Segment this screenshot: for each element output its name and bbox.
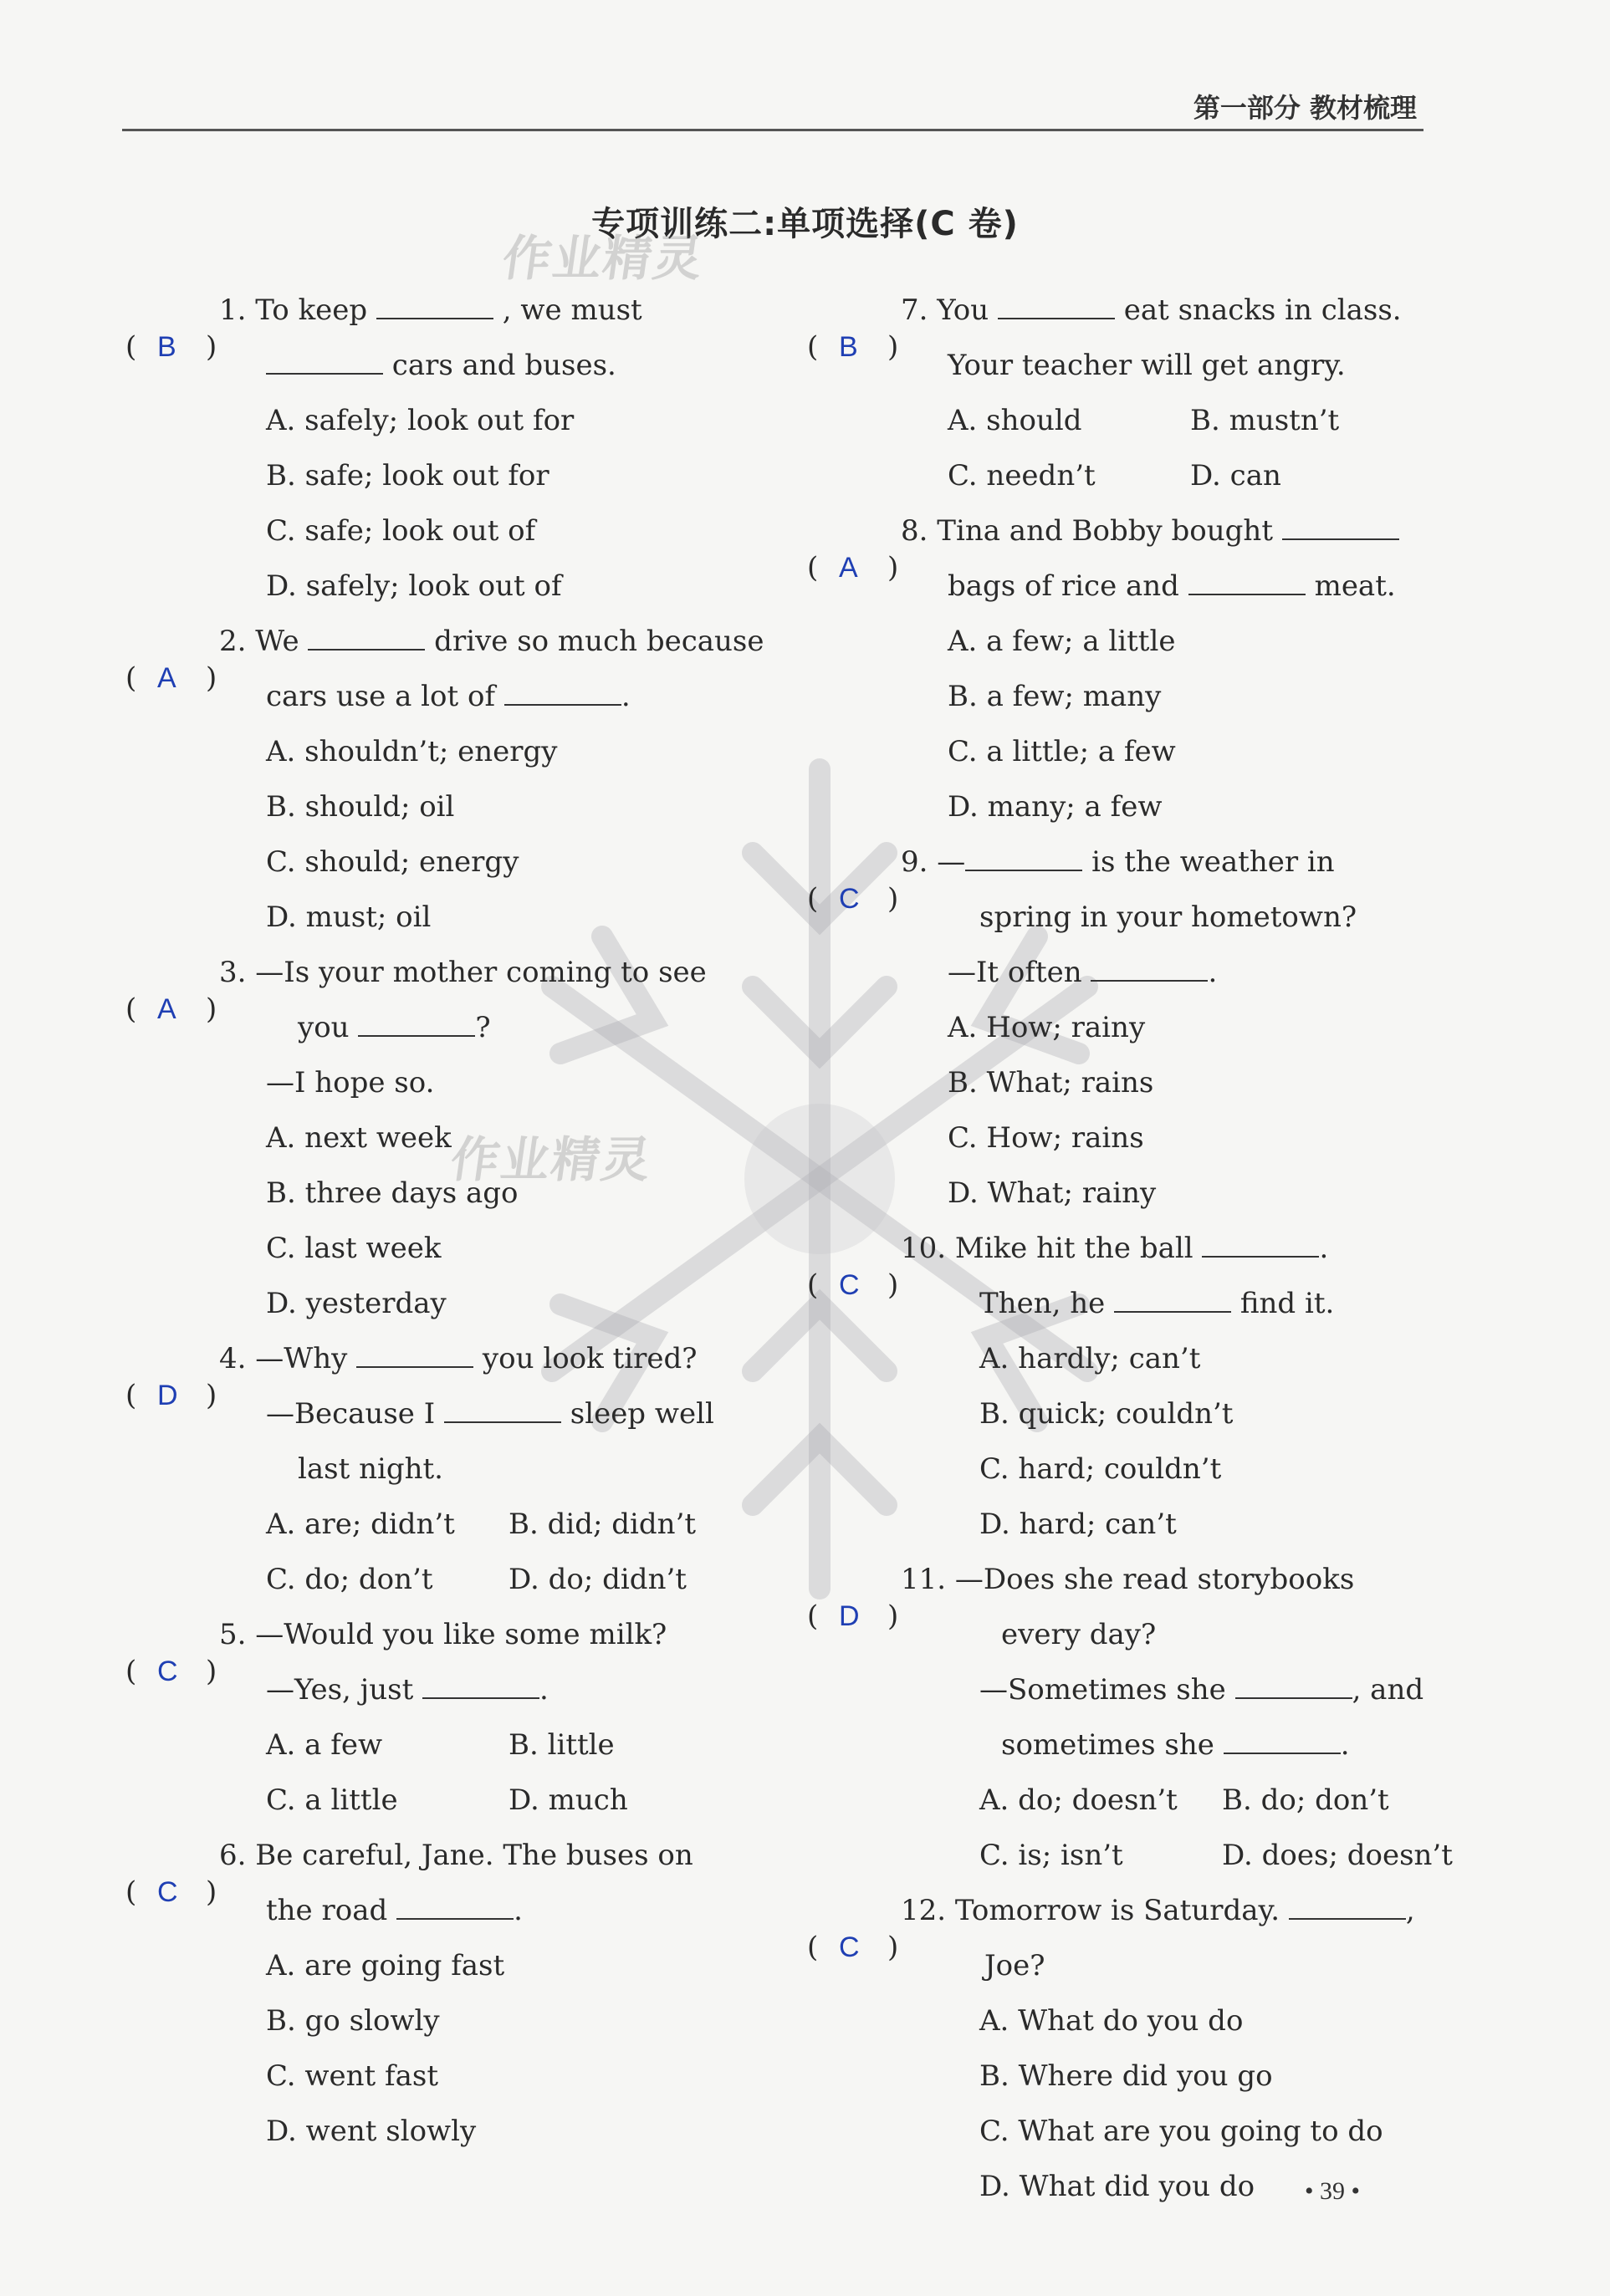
- option: B. should; oil: [266, 790, 455, 824]
- option: A. safely; look out for: [266, 404, 575, 437]
- option: A. a few; a little: [948, 625, 1176, 658]
- option: A. a few: [266, 1728, 383, 1762]
- option: B. three days ago: [266, 1176, 519, 1210]
- question-3: ( A ) 3. —Is your mother coming to see you ? —I hope so. A. next week B. three days ago C. last week D. yesterday: [125, 945, 811, 1331]
- option: B. go slowly: [266, 2004, 440, 2038]
- blank: [998, 317, 1115, 319]
- option: D. went slowly: [266, 2115, 477, 2148]
- blank: [444, 1421, 561, 1423]
- blank: [1289, 1917, 1406, 1920]
- option: A. are; didn’t: [266, 1508, 455, 1541]
- blank: [422, 1696, 539, 1699]
- left-column: [125, 283, 811, 2159]
- option: C. should; energy: [266, 845, 519, 879]
- option: C. safe; look out of: [266, 514, 536, 548]
- option: D. does; doesn’t: [1222, 1839, 1453, 1872]
- option: D. yesterday: [266, 1287, 447, 1320]
- option: D. many; a few: [948, 790, 1163, 824]
- option: B. do; don’t: [1222, 1783, 1389, 1817]
- question-4: ( D ) 4. —Why you look tired? —Because I sleep well last night. A. are; didn’t B. did; didn’t C. do; don’t D. do; didn’t: [125, 1331, 811, 1607]
- option: A. should: [948, 404, 1082, 437]
- option: C. is; isn’t: [979, 1839, 1123, 1872]
- blank: [356, 1365, 473, 1368]
- blank: [1091, 979, 1208, 982]
- option: B. did; didn’t: [509, 1508, 697, 1541]
- option: B. mustn’t: [1190, 404, 1340, 437]
- option: D. What did you do: [979, 2170, 1255, 2203]
- question-6: ( C ) 6. Be careful, Jane. The buses on the road . A. are going fast B. go slowly C. went fast D. went slowly: [125, 1828, 811, 2159]
- page-number: • 39 •: [1305, 2177, 1361, 2205]
- option: A. next week: [266, 1121, 452, 1155]
- blank: [965, 869, 1082, 871]
- option: D. safely; look out of: [266, 569, 562, 603]
- option: D. What; rainy: [948, 1176, 1157, 1210]
- option: C. last week: [266, 1232, 442, 1265]
- option: B. Where did you go: [979, 2059, 1273, 2093]
- section-label: 第一部分 教材梳理: [1193, 92, 1417, 124]
- option: A. How; rainy: [948, 1011, 1146, 1044]
- right-column: [807, 283, 1493, 2214]
- blank: [1282, 538, 1399, 540]
- option: B. little: [509, 1728, 615, 1762]
- option: A. shouldn’t; energy: [266, 735, 558, 768]
- question-5: ( C ) 5. —Would you like some milk? —Yes, just . A. a few B. little C. a little D. much: [125, 1607, 811, 1828]
- option: C. hard; couldn’t: [979, 1452, 1222, 1486]
- option: B. What; rains: [948, 1066, 1154, 1100]
- option: C. How; rains: [948, 1121, 1144, 1155]
- option: D. must; oil: [266, 901, 432, 934]
- page-header: [122, 84, 1423, 130]
- option: D. much: [509, 1783, 628, 1817]
- option: B. quick; couldn’t: [979, 1397, 1234, 1431]
- question-8: ( A ) 8. Tina and Bobby bought bags of rice and meat. A. a few; a little B. a few; many C. a little; a few D. many; a few: [807, 503, 1493, 834]
- question-11: ( D ) 11. —Does she read storybooks every day? —Sometimes she , and sometimes she . A. do; doesn’t B. do; don’t C. is; isn’t D. does; doesn’t: [807, 1552, 1493, 1883]
- watermark-text: 作业精灵: [498, 230, 708, 287]
- option: A. do; doesn’t: [979, 1783, 1178, 1817]
- blank: [1188, 593, 1306, 595]
- question-2: ( A ) 2. We drive so much because cars use a lot of . A. shouldn’t; energy B. should; oil C. should; energy D. must; oil: [125, 614, 811, 945]
- option: D. hard; can’t: [979, 1508, 1177, 1541]
- blank: [308, 648, 425, 651]
- option: B. a few; many: [948, 680, 1162, 713]
- question-10: ( C ) 10. Mike hit the ball . Then, he find it. A. hardly; can’t B. quick; couldn’t C. hard; couldn’t D. hard; can’t: [807, 1221, 1493, 1552]
- blank: [1202, 1255, 1319, 1258]
- watermark-text: 作业精灵: [447, 1131, 657, 1188]
- option: C. a little: [266, 1783, 398, 1817]
- blank: [376, 317, 493, 319]
- option: D. do; didn’t: [509, 1563, 687, 1596]
- question-7: ( B ) 7. You eat snacks in class. Your teacher will get angry. A. should B. mustn’t C. needn’t D. can: [807, 283, 1493, 503]
- option: C. do; don’t: [266, 1563, 433, 1596]
- question-1: ( B ) 1. To keep , we must cars and buses. A. safely; look out for B. safe; look out for C. safe; look out of D. safely; look out of: [125, 283, 811, 614]
- option: C. What are you going to do: [979, 2115, 1383, 2148]
- blank: [1114, 1310, 1231, 1313]
- header-rule: [122, 129, 1423, 131]
- worksheet-title: 专项训练二:单项选择(C 卷): [591, 205, 1019, 243]
- question-12: ( C ) 12. Tomorrow is Saturday. , Joe? A. What do you do B. Where did you go C. What are you going to do D. What did you do: [807, 1883, 1493, 2214]
- blank: [504, 703, 621, 706]
- question-9: ( C ) 9. — is the weather in spring in your hometown? —It often . A. How; rainy B. What; rains C. How; rains D. What; rainy: [807, 834, 1493, 1221]
- option: C. a little; a few: [948, 735, 1176, 768]
- option: A. hardly; can’t: [979, 1342, 1201, 1375]
- blank: [358, 1034, 475, 1037]
- option: A. are going fast: [266, 1949, 505, 1982]
- blank: [1235, 1696, 1352, 1699]
- option: A. What do you do: [979, 2004, 1244, 2038]
- blank: [396, 1917, 514, 1920]
- option: B. safe; look out for: [266, 459, 549, 492]
- blank: [266, 372, 383, 375]
- option: C. needn’t: [948, 459, 1096, 492]
- blank: [1224, 1752, 1341, 1754]
- option: C. went fast: [266, 2059, 438, 2093]
- option: D. can: [1190, 459, 1281, 492]
